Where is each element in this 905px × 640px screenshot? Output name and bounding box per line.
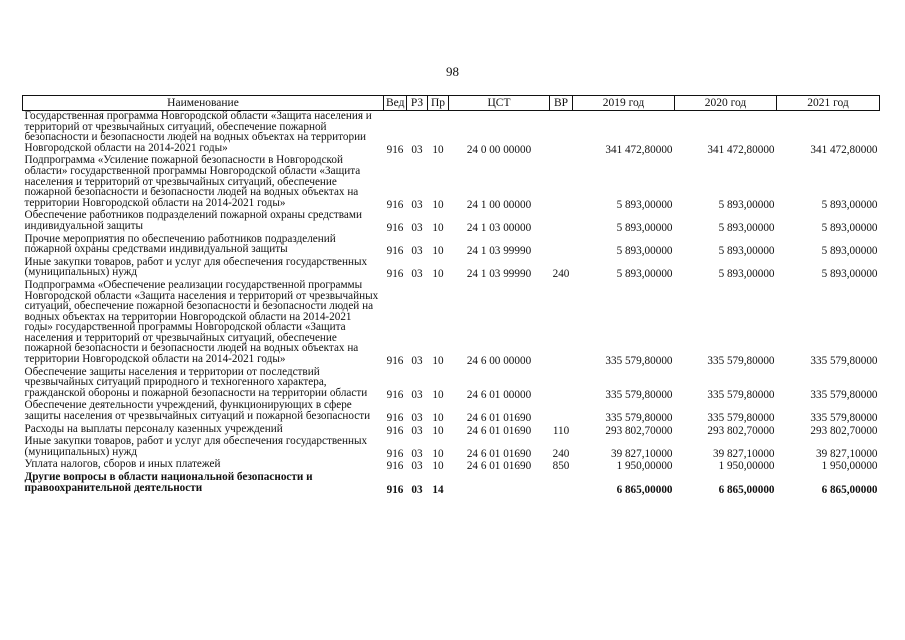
cell-ved: 916 (386, 355, 404, 368)
cell-name: Обеспечение защиты населения и территории от последствий чрезвычайных ситуаций природного и техногенного характера, гражданской обороны и пожарной безопасности на территории области (24, 365, 368, 399)
cell-2020: 5 893,00000 (718, 268, 775, 281)
cell-name: Прочие мероприятия по обеспечению работников подразделений пожарной охраны средствами индивидуальной защиты (24, 232, 336, 256)
cell-2019: 1 950,00000 (616, 460, 673, 473)
cell-name: Уплата налогов, сборов и иных платежей (24, 458, 221, 471)
cell-cst: 24 1 03 99990 (466, 245, 532, 258)
cell-cst (449, 472, 550, 495)
cell-vr: 850 (552, 460, 570, 473)
cell-2019: 5 893,00000 (616, 268, 673, 281)
cell-cst: 24 6 01 01690 (466, 460, 532, 473)
cell-name: Подпрограмма «Обеспечение реализации государственной программы Новгородской области «Защита населения и территорий от чрезвычайных ситуаций, обеспечение пожарной безопасности и безопасности людей на водных объектах на территории Новгородской области на 2014-2021 годы» государственной программы Новгородской области «Защита населения и территорий от чрезвычайных ситуаций, обеспечение пожарной безопасности и безопасности людей на водных объектах на территории Новгородской области на 2014-2021 годы» (24, 278, 379, 366)
cell-pr: 10 (432, 268, 444, 281)
cell-2020: 39 827,10000 (712, 447, 775, 460)
cell-cst: 24 1 03 00000 (466, 221, 532, 234)
cell-2020: 5 893,00000 (718, 221, 775, 234)
cell-pr: 10 (432, 460, 444, 473)
cell-2019: 335 579,80000 (605, 355, 673, 368)
cell-2020: 335 579,80000 (707, 388, 775, 401)
cell-2021: 39 827,10000 (815, 447, 878, 460)
cell-name: Государственная программа Новгородской области «Защита населения и территорий от чрезвычайных ситуаций, обеспечение пожарной безопасности и безопасности людей на водных объектах на территории Новгородской области на 2014-2021 годы» (24, 110, 372, 154)
cell-2019: 5 893,00000 (616, 198, 673, 211)
cell-ved: 916 (386, 460, 404, 473)
cell-2021: 341 472,80000 (810, 143, 878, 156)
cell-2020: 293 802,70000 (707, 424, 775, 437)
cell-rz: 03 (411, 460, 423, 473)
cell-2019: 335 579,80000 (605, 388, 673, 401)
cell-vr (550, 234, 573, 257)
cell-2021: 1 950,00000 (821, 460, 878, 473)
cell-vr (550, 400, 573, 423)
cell-rz: 03 (411, 268, 423, 281)
cell-ved: 916 (386, 198, 404, 211)
budget-table (22, 95, 880, 495)
cell-2020: 335 579,80000 (707, 355, 775, 368)
cell-pr: 10 (432, 447, 444, 460)
cell-2019: 5 893,00000 (616, 221, 673, 234)
cell-vr: 240 (552, 268, 570, 281)
header-rz: РЗ (407, 96, 428, 111)
cell-vr (550, 111, 573, 156)
cell-2021: 335 579,80000 (810, 388, 878, 401)
cell-ved: 916 (386, 245, 404, 258)
cell-pr: 10 (432, 355, 444, 368)
cell-2020: 5 893,00000 (718, 245, 775, 258)
table-row (23, 210, 880, 233)
cell-pr: 10 (432, 412, 444, 425)
cell-pr: 10 (432, 143, 444, 156)
cell-2021: 335 579,80000 (810, 412, 878, 425)
cell-ved: 916 (386, 424, 404, 437)
cell-rz: 03 (411, 143, 423, 156)
table-row (23, 367, 880, 401)
page-number: 98 (446, 64, 459, 79)
header-cst: ЦСТ (449, 96, 550, 111)
cell-name: Другие вопросы в области национальной безопасности и правоохранительной деятельности (24, 471, 313, 494)
table-row (23, 234, 880, 257)
cell-name: Обеспечение деятельности учреждений, функционирующих в сфере защиты населения от чрезвычайных ситуаций и пожарной безопасности (24, 399, 371, 423)
cell-rz: 03 (411, 483, 423, 496)
cell-ved: 916 (386, 412, 404, 425)
cell-cst: 24 0 00 00000 (466, 143, 532, 156)
cell-2019: 6 865,00000 (616, 483, 673, 496)
header-2019: 2019 год (573, 96, 675, 111)
cell-2019: 39 827,10000 (610, 447, 673, 460)
cell-2019: 293 802,70000 (605, 424, 673, 437)
header-ved: Вед (384, 96, 407, 111)
cell-rz: 03 (411, 355, 423, 368)
header-vr: ВР (550, 96, 573, 111)
cell-pr: 10 (432, 388, 444, 401)
table-row (23, 400, 880, 423)
table-row (23, 472, 880, 495)
cell-2021: 5 893,00000 (821, 245, 878, 258)
cell-pr: 10 (432, 424, 444, 437)
cell-pr: 14 (432, 483, 444, 496)
table-row (23, 111, 880, 156)
cell-vr: 110 (552, 424, 570, 437)
table-row (23, 280, 880, 367)
cell-2021: 5 893,00000 (821, 198, 878, 211)
cell-ved: 916 (386, 221, 404, 234)
cell-cst: 24 1 03 99990 (466, 268, 532, 281)
cell-2019: 341 472,80000 (605, 143, 673, 156)
cell-vr (550, 210, 573, 233)
cell-pr: 10 (432, 245, 444, 258)
cell-vr (550, 155, 573, 210)
cell-name: Иные закупки товаров, работ и услуг для обеспечения государственных (муниципальных) нужд (24, 255, 368, 279)
cell-2021: 5 893,00000 (821, 221, 878, 234)
cell-vr (550, 367, 573, 401)
cell-2021: 293 802,70000 (810, 424, 878, 437)
cell-2020: 341 472,80000 (707, 143, 775, 156)
table-body (23, 111, 880, 496)
cell-rz: 03 (411, 245, 423, 258)
cell-ved: 916 (386, 447, 404, 460)
cell-cst: 24 6 01 01690 (466, 447, 532, 460)
cell-name: Обеспечение работников подразделений пожарной охраны средствами индивидуальной защиты (24, 209, 362, 232)
header-name: Наименование (23, 96, 384, 111)
cell-2021: 335 579,80000 (810, 355, 878, 368)
cell-2020: 6 865,00000 (718, 483, 775, 496)
cell-ved: 916 (386, 388, 404, 401)
cell-name: Иные закупки товаров, работ и услуг для обеспечения государственных (муниципальных) нужд (24, 435, 368, 458)
cell-name: Подпрограмма «Усиление пожарной безопасности в Новгородской области» государственной программы Новгородской области «Защита населения и территорий от чрезвычайных ситуаций, обеспечение пожарной безопасности и безопасности людей на водных объектах на территории Новгородской области на 2014-2021 годы» (24, 154, 361, 209)
cell-2020: 5 893,00000 (718, 198, 775, 211)
cell-name: Расходы на выплаты персоналу казенных учреждений (24, 422, 283, 435)
header-pr: Пр (428, 96, 449, 111)
table-row (23, 436, 880, 459)
cell-cst: 24 6 01 01690 (466, 424, 532, 437)
cell-ved: 916 (386, 268, 404, 281)
header-2020: 2020 год (675, 96, 777, 111)
cell-2021: 5 893,00000 (821, 268, 878, 281)
cell-vr (550, 472, 573, 495)
cell-rz: 03 (411, 388, 423, 401)
table-header (23, 96, 880, 111)
cell-2020: 335 579,80000 (707, 412, 775, 425)
cell-cst: 24 6 00 00000 (466, 355, 532, 368)
cell-2019: 5 893,00000 (616, 245, 673, 258)
cell-rz: 03 (411, 424, 423, 437)
cell-ved: 916 (386, 143, 404, 156)
header-2021: 2021 год (777, 96, 880, 111)
cell-rz: 03 (411, 221, 423, 234)
cell-pr: 10 (432, 198, 444, 211)
cell-cst: 24 6 01 01690 (466, 412, 532, 425)
cell-rz: 03 (411, 198, 423, 211)
table-row (23, 155, 880, 210)
cell-2019: 335 579,80000 (605, 412, 673, 425)
cell-vr: 240 (552, 447, 570, 460)
cell-ved: 916 (386, 483, 404, 496)
cell-vr (550, 280, 573, 367)
cell-cst: 24 6 01 00000 (466, 388, 532, 401)
cell-rz: 03 (411, 447, 423, 460)
cell-2020: 1 950,00000 (718, 460, 775, 473)
cell-2021: 6 865,00000 (821, 483, 878, 496)
cell-rz: 03 (411, 412, 423, 425)
cell-pr: 10 (432, 221, 444, 234)
table-row (23, 257, 880, 280)
cell-cst: 24 1 00 00000 (466, 198, 532, 211)
